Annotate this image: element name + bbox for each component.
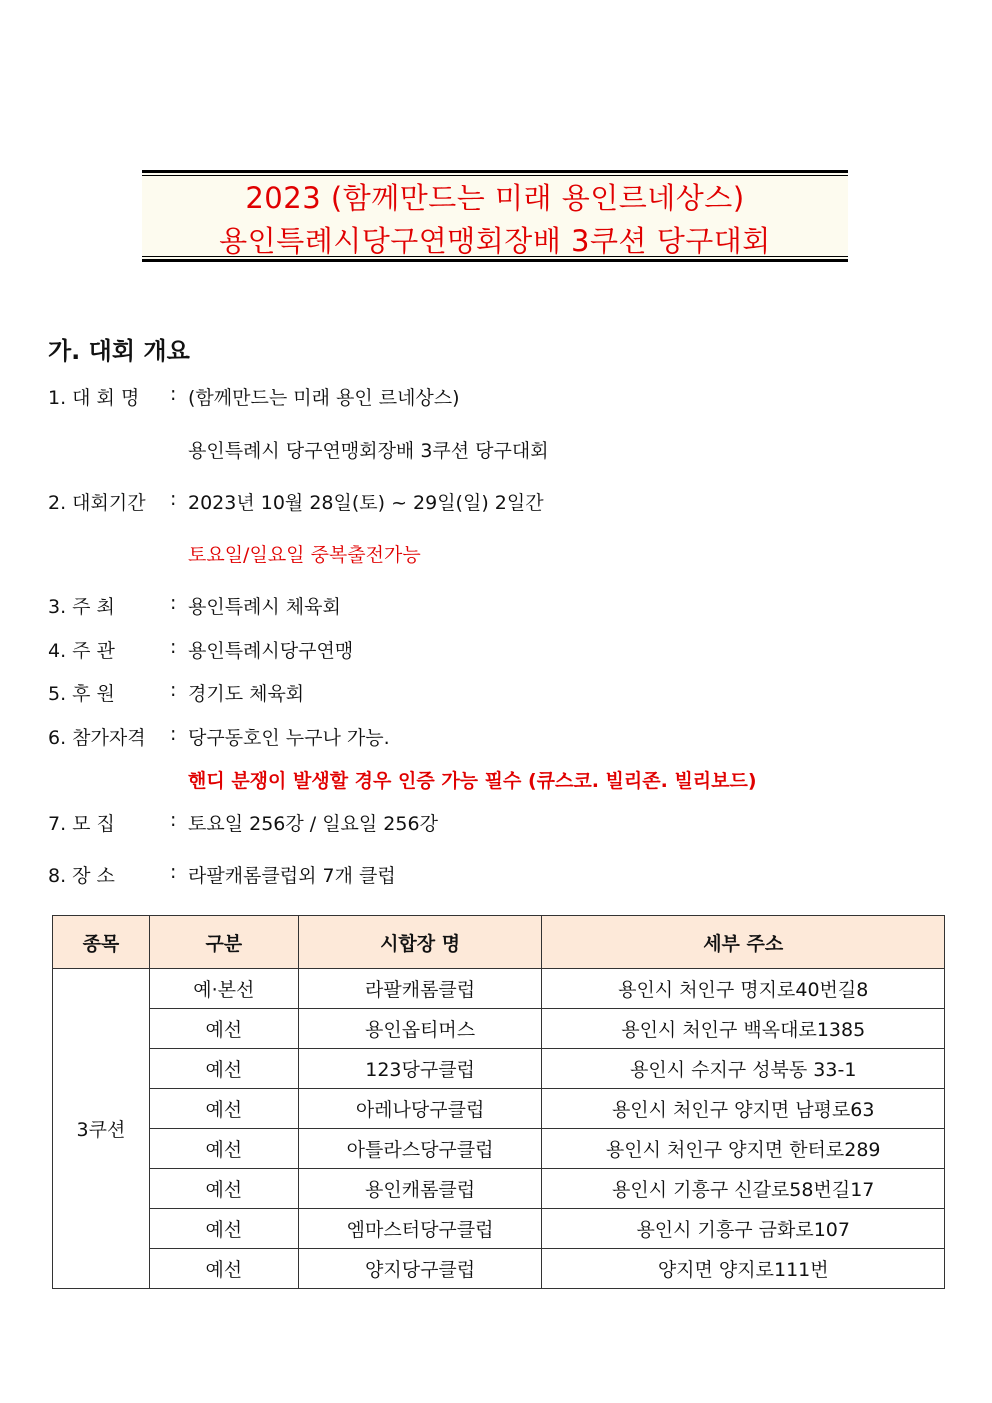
- title-top-rule: [142, 170, 848, 173]
- row-venue: 용인캐롬클럽: [298, 1169, 542, 1209]
- item-name-colon: :: [170, 383, 177, 405]
- row-type: 예선: [149, 1209, 298, 1249]
- row-address: 용인시 기흥구 금화로107: [542, 1209, 945, 1249]
- item-host-colon: :: [170, 592, 177, 614]
- header-address: 세부 주소: [542, 916, 945, 969]
- item-organizer-label: 4. 주 관: [48, 640, 115, 662]
- table-row: [53, 1009, 945, 1049]
- row-venue: 엠마스터당구클럽: [298, 1209, 542, 1249]
- item-period-value: 2023년 10월 28일(토) ~ 29일(일) 2일간: [188, 492, 544, 514]
- title-box: [142, 170, 848, 262]
- row-type: 예선: [149, 1129, 298, 1169]
- row-type: 예선: [149, 1089, 298, 1129]
- section-heading: 가. 대회 개요: [48, 337, 190, 365]
- item-name-label: 1. 대 회 명: [48, 387, 140, 409]
- item-organizer-colon: :: [170, 636, 177, 658]
- table-row: [53, 1209, 945, 1249]
- item-venue-label: 8. 장 소: [48, 865, 115, 887]
- item-recruit-label: 7. 모 집: [48, 813, 115, 835]
- venue-table: [52, 915, 945, 1289]
- item-organizer-value: 용인특례시당구연맹: [188, 640, 354, 662]
- row-address: 용인시 처인구 양지면 한터로289: [542, 1129, 945, 1169]
- item-host-label: 3. 주 최: [48, 596, 115, 618]
- row-venue: 용인옵티머스: [298, 1009, 542, 1049]
- row-address: 용인시 수지구 성북동 33-1: [542, 1049, 945, 1089]
- row-address: 양지면 양지로111번: [542, 1249, 945, 1289]
- row-venue: 123당구클럽: [298, 1049, 542, 1089]
- row-address: 용인시 처인구 명지로40번길8: [542, 969, 945, 1009]
- table-row: [53, 969, 945, 1009]
- table-row: [53, 1249, 945, 1289]
- row-type: 예선: [149, 1169, 298, 1209]
- row-type: 예선: [149, 1009, 298, 1049]
- table-header-row: [53, 916, 945, 969]
- event-cell: 3쿠션: [53, 969, 150, 1289]
- row-venue: 아레나당구클럽: [298, 1089, 542, 1129]
- item-name-value: (함께만드는 미래 용인 르네상스): [188, 387, 460, 409]
- item-eligibility-note: 핸디 분쟁이 발생할 경우 인증 가능 필수 (큐스코. 빌리존. 빌리보드): [188, 770, 757, 792]
- item-name-value2: 용인특례시 당구연맹회장배 3쿠션 당구대회: [188, 440, 549, 462]
- row-venue: 양지당구클럽: [298, 1249, 542, 1289]
- item-sponsor-value: 경기도 체육회: [188, 683, 305, 705]
- table-row: [53, 1049, 945, 1089]
- item-eligibility-colon: :: [170, 723, 177, 745]
- item-eligibility-value: 당구동호인 누구나 가능.: [188, 727, 390, 749]
- row-type: 예선: [149, 1049, 298, 1089]
- item-venue-colon: :: [170, 861, 177, 883]
- row-address: 용인시 처인구 양지면 남평로63: [542, 1089, 945, 1129]
- title-bottom-rule: [142, 259, 848, 262]
- row-venue: 라팔캐롬클럽: [298, 969, 542, 1009]
- row-type: 예·본선: [149, 969, 298, 1009]
- title-line-2: 용인특례시당구연맹회장배 3쿠션 당구대회: [219, 224, 771, 258]
- table-row: [53, 1089, 945, 1129]
- item-period-colon: :: [170, 488, 177, 510]
- header-type: 구분: [149, 916, 298, 969]
- item-venue-value: 라팔캐롬클럽외 7개 클럽: [188, 865, 396, 887]
- row-type: 예선: [149, 1249, 298, 1289]
- item-recruit-colon: :: [170, 809, 177, 831]
- row-venue: 아틀라스당구클럽: [298, 1129, 542, 1169]
- header-venue: 시합장 명: [298, 916, 542, 969]
- item-sponsor-label: 5. 후 원: [48, 683, 115, 705]
- item-period-note: 토요일/일요일 중복출전가능: [188, 544, 421, 566]
- item-recruit-value: 토요일 256강 / 일요일 256강: [188, 813, 438, 835]
- table-row: [53, 1129, 945, 1169]
- title-line-1: 2023 (함께만드는 미래 용인르네상스): [245, 181, 745, 215]
- item-host-value: 용인특례시 체육회: [188, 596, 341, 618]
- header-event: 종목: [53, 916, 150, 969]
- item-eligibility-label: 6. 참가자격: [48, 727, 146, 749]
- table-row: [53, 1169, 945, 1209]
- item-period-label: 2. 대회기간: [48, 492, 146, 514]
- item-sponsor-colon: :: [170, 679, 177, 701]
- row-address: 용인시 기흥구 신갈로58번길17: [542, 1169, 945, 1209]
- row-address: 용인시 처인구 백옥대로1385: [542, 1009, 945, 1049]
